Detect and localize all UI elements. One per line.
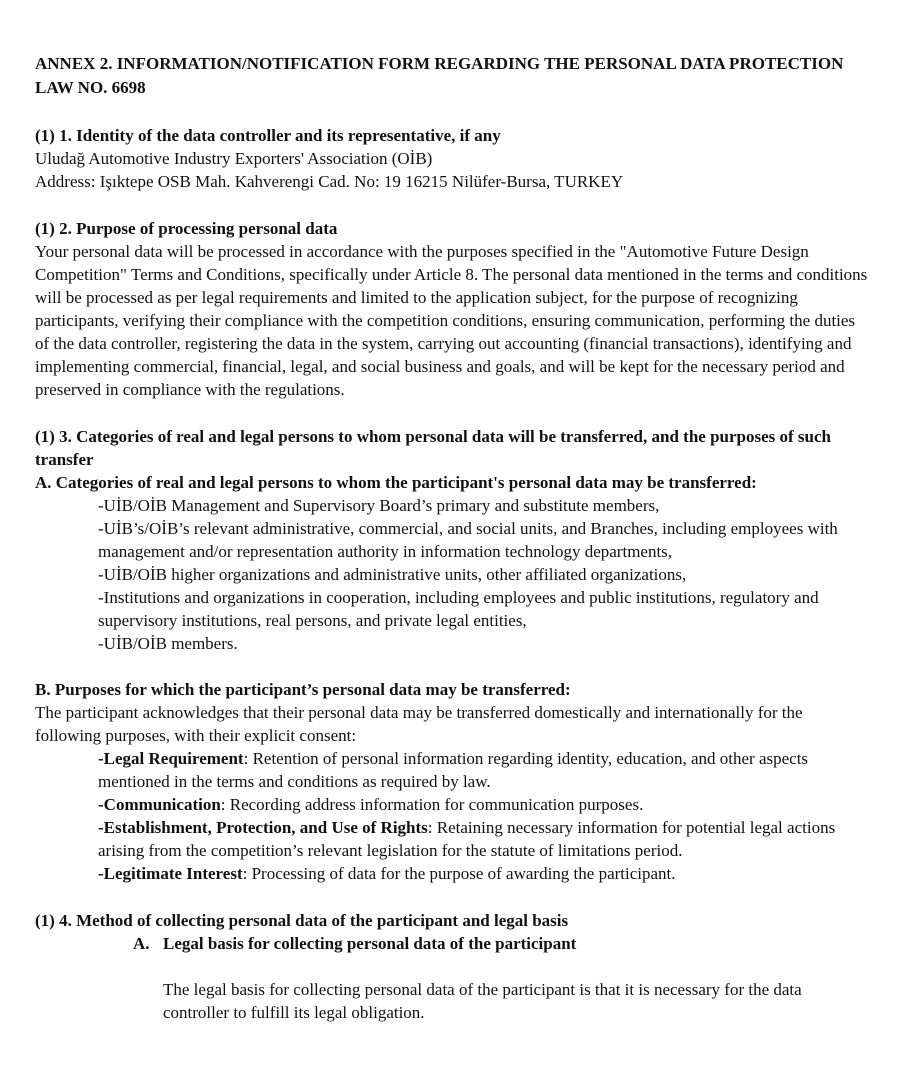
purpose-term: -Legitimate Interest — [98, 864, 243, 883]
list-item — [98, 816, 870, 862]
section-3-heading: (1) 3. Categories of real and legal persons to whom personal data will be transferred, and the purposes of such transfer — [35, 427, 831, 469]
data-controller-name: Uludağ Automotive Industry Exporters' Association (OİB) — [35, 149, 433, 168]
purpose-text: : Recording address information for communication purposes. — [220, 795, 644, 814]
purpose-text: : Retaining necessary information for potential legal actions arising from the competition’s relevant legislation for the statute of limitations period. — [98, 818, 836, 860]
section-2-heading: (1) 2. Purpose of processing personal data — [35, 219, 338, 238]
purpose-text: : Retention of personal information regarding identity, education, and other aspects mentioned in the terms and conditions as required by law. — [98, 749, 809, 791]
list-item: -UİB/OİB members. — [98, 634, 238, 653]
list-item: -UİB/OİB higher organizations and administrative units, other affiliated organizations, — [98, 565, 687, 584]
section-2 — [35, 217, 870, 401]
section-4-body: The legal basis for collecting personal data of the participant is that it is necessary for the data controller to fulfill its legal obligation. — [163, 980, 802, 1022]
purpose-term: -Communication — [98, 795, 221, 814]
recipient-category-list — [35, 494, 870, 655]
section-3b — [35, 678, 870, 885]
data-controller-address: Address: Işıktepe OSB Mah. Kahverengi Cad. No: 19 16215 Nilüfer-Bursa, TURKEY — [35, 172, 624, 191]
section-3b-intro: The participant acknowledges that their personal data may be transferred domestically and internationally for the following purposes, with their explicit consent: — [35, 703, 803, 745]
list-item — [98, 747, 870, 793]
list-item — [98, 793, 870, 816]
section-4-heading: (1) 4. Method of collecting personal data of the participant and legal basis — [35, 911, 569, 930]
section-4 — [35, 909, 870, 1024]
section-4a-title: Legal basis for collecting personal data of the participant — [163, 934, 577, 953]
purpose-term: -Legal Requirement — [98, 749, 244, 768]
list-item: -UİB/OİB Management and Supervisory Board’s primary and substitute members, — [98, 496, 660, 515]
list-item — [98, 862, 870, 885]
list-item: -Institutions and organizations in cooperation, including employees and public institutions, regulatory and supervisory institutions, real persons, and private legal entities, — [98, 588, 819, 630]
section-3a-heading: A. Categories of real and legal persons to whom the participant's personal data may be transferred: — [35, 473, 757, 492]
section-1-heading: (1) 1. Identity of the data controller and its representative, if any — [35, 126, 501, 145]
purpose-term: -Establishment, Protection, and Use of Rights — [98, 818, 428, 837]
section-4a-heading — [35, 932, 870, 955]
section-3b-heading: B. Purposes for which the participant’s personal data may be transferred: — [35, 680, 571, 699]
section-4a-marker: A. — [133, 934, 150, 953]
list-item: -UİB’s/OİB’s relevant administrative, commercial, and social units, and Branches, including employees with management and/or representation authority in information technology departments, — [98, 519, 838, 561]
transfer-purpose-list — [35, 747, 870, 885]
section-2-body: Your personal data will be processed in accordance with the purposes specified in the "Automotive Future Design Competition" Terms and Conditions, specifically under Article 8. The personal data mentioned in the terms and conditions will be processed as per legal requirements and limited to the application subject, for the purpose of recognizing participants, verifying their compliance with the competition conditions, ensuring communication, performing the duties of the data controller, registering the data in the system, carrying out accounting (financial transactions), identifying and implementing commercial, financial, legal, and social business and goals, and will be kept for the necessary period and preserved in compliance with the regulations. — [35, 242, 868, 399]
section-3 — [35, 425, 870, 885]
purpose-text: : Processing of data for the purpose of awarding the participant. — [242, 864, 676, 883]
document-title: ANNEX 2. INFORMATION/NOTIFICATION FORM REGARDING THE PERSONAL DATA PROTECTION LAW NO. 6698 — [35, 54, 844, 97]
section-1 — [35, 124, 870, 193]
